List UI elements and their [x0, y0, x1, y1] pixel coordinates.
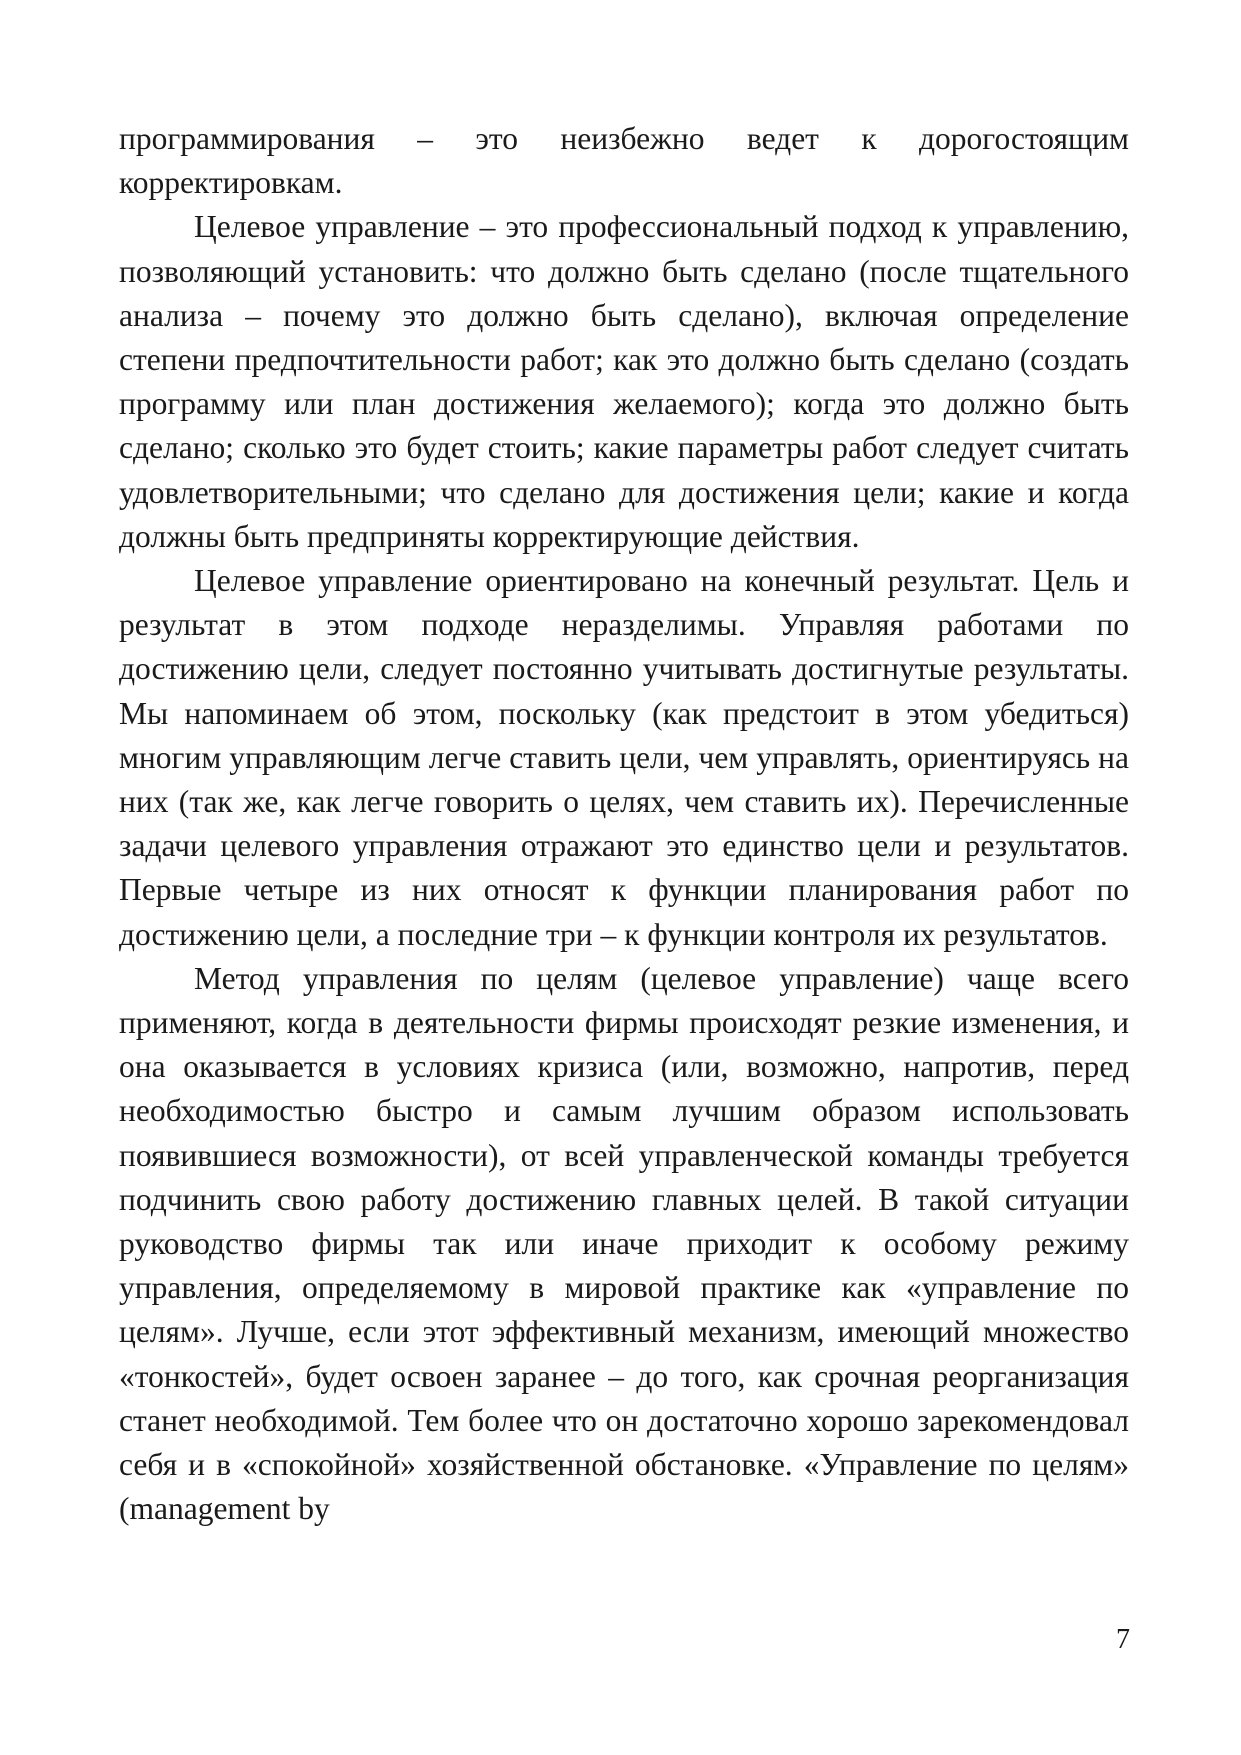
paragraph-continuation: программирования – это неизбежно ведет к дорогостоящим корректировкам.: [119, 121, 1129, 201]
page-number: 7: [1116, 1624, 1130, 1655]
paragraph-management-by-objectives: Метод управления по целям (целевое управление) чаще всего применяют, когда в деятельности фирмы происходят резкие изменения, и она оказывается в условиях кризиса (или, возможно, напротив, перед необходимостью быстро и самым лучшим образом использовать появившиеся возможности), от всей управленческой команды требуется подчинить свою работу достижению главных целей. В такой ситуации руководство фирмы так или иначе приходит к особому режиму управления, определяемому в мировой практике как «управление по целям». Лучше, если этот эффективный механизм, имеющий множество «тонкостей», будет освоен заранее – до того, как срочная реорганизация станет необходимой. Тем более что он достаточно хорошо зарекомендовал себя и в «спокойной» хозяйственной обстановке. «Управление по целям» (management by: [119, 960, 1129, 1527]
paragraph-target-management-definition: Целевое управление – это профессиональный подход к управлению, позволяющий установить: что должно быть сделано (после тщательного анализа – почему это должно быть сделано), включая определение степени предпочтительности работ; как это должно быть сделано (создать программу или план достижения желаемого); когда это должно быть сделано; сколько это будет стоить; какие параметры работ следует считать удовлетворительными; что сделано для достижения цели; какие и когда должны быть предприняты корректирующие действия.: [119, 209, 1129, 554]
body-text: [119, 117, 1129, 1532]
paragraph-result-orientation: Целевое управление ориентировано на конечный результат. Цель и результат в этом подходе неразделимы. Управляя работами по достижению цели, следует постоянно учитывать достигнутые результаты. Мы напоминаем об этом, поскольку (как предстоит в этом убедиться) многим управляющим легче ставить цели, чем управлять, ориентируясь на них (так же, как легче говорить о целях, чем ставить их). Перечисленные задачи целевого управления отражают это единство цели и результатов. Первые четыре из них относят к функции планирования работ по достижению цели, а последние три – к функции контроля их результатов.: [119, 563, 1129, 952]
